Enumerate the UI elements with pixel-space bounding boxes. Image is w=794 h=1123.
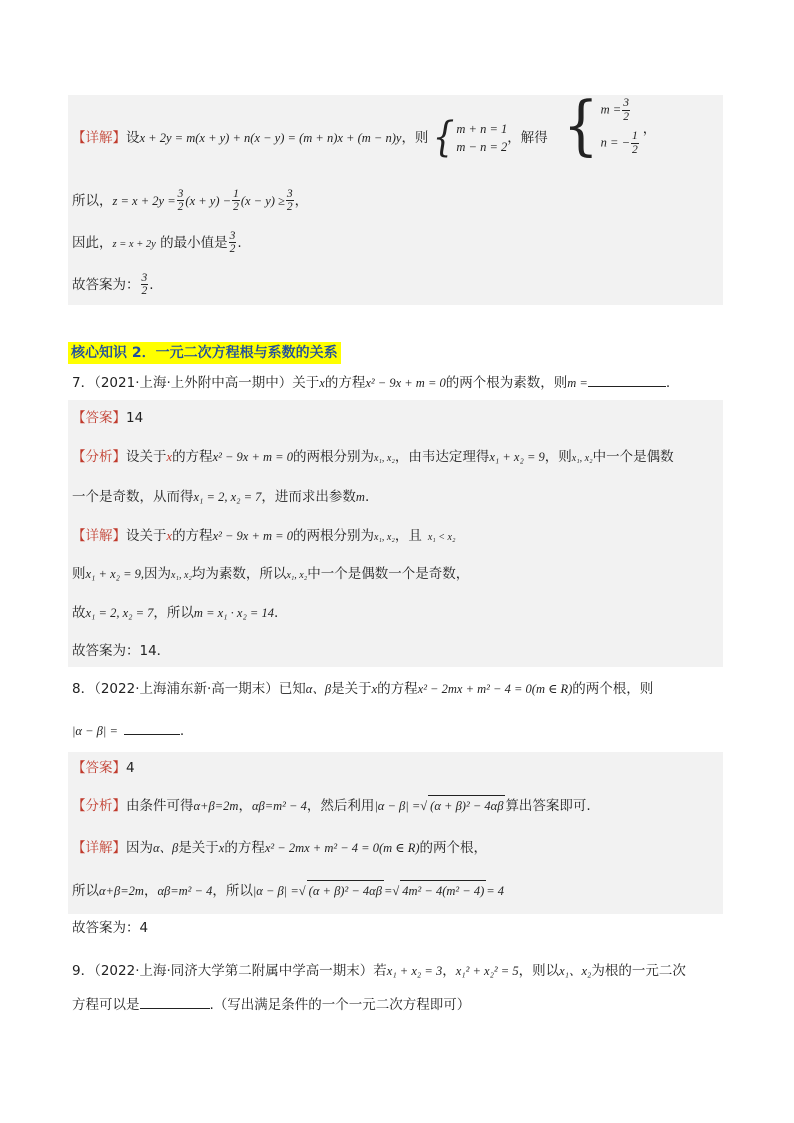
detail-tag: 【详解】: [72, 130, 126, 146]
solution-system: { m = $\frac{3}{2}$ n = − $\frac{1}{2}$ ，: [563, 89, 657, 164]
q8-question-line1: 8．（2022·上海浦东新·高一期末）已知α、β是关于x的方程x² − 2mx + m² − 4 = 0(m ∈ R)的两个根，则: [72, 681, 654, 697]
q6-answer-line: 故答案为： $\frac{3}{2}$ .: [72, 271, 154, 297]
q8-question-line2: |α − β| = .: [72, 723, 185, 739]
section-title: 核心知识 2．一元二次方程根与系数的关系: [68, 342, 341, 364]
q7-detail-line3: 故x₁ = 2, x₂ = 7，所以m = x₁ · x₂ = 14.: [72, 605, 279, 621]
q7-analysis-line2: 一个是奇数，从而得x₁ = 2, x₂ = 7，进而求出参数m.: [72, 489, 370, 505]
q8-analysis: 【分析】由条件可得α+β=2m，αβ=m² − 4，然后利用|α − β| =√ (α + β)² − 4αβ 算出答案即可.: [72, 795, 591, 816]
q6-detail-line3: 因此，z = x + 2y 的最小值是 $\frac{3}{2}$ .: [72, 229, 242, 255]
math-expression: x + 2y = m(x + y) + n(x − y) = (m + n)x + (m − n)y: [139, 131, 402, 145]
q7-question: 7．（2021·上海·上外附中高一期中）关于x的方程x² − 9x + m = 0的两个根为素数，则m = .: [72, 375, 671, 391]
q8-answer: 【答案】4: [72, 760, 135, 776]
q7-detail-line2: 则x₁ + x₂ = 9,因为x₁, x₂均为素数，所以x₁, x₂中一个是偶数一个是奇数，: [72, 566, 470, 582]
q9-question-line2: 方程可以是 .（写出满足条件的一个一元二次方程即可）: [72, 997, 471, 1013]
q8-detail-line2: 所以α+β=2m，αβ=m² − 4，所以|α − β| =√ (α + β)² − 4αβ =√ 4m² − 4(m² − 4) = 4: [72, 880, 504, 901]
q8-final-answer: 故答案为：4: [72, 920, 149, 936]
q7-detail-line1: 【详解】设关于x的方程x² − 9x + m = 0的两根分别为x₁, x₂，且 x₁ < x₂: [72, 528, 456, 544]
q6-detail-line2: 所以，z = x + 2y = $\frac{3}{2}$ (x + y) − $\frac{1}{2}$ (x − y) ≥ $\frac{3}{2}$ ，: [72, 187, 309, 213]
answer-blank[interactable]: [588, 376, 666, 387]
q7-answer: 【答案】14: [72, 410, 144, 426]
q7-analysis-line1: 【分析】设关于x的方程x² − 9x + m = 0的两根分别为x₁, x₂，由韦达定理得x₁ + x₂ = 9，则x₁, x₂中一个是偶数: [72, 449, 674, 465]
q7-final-answer: 故答案为：14．: [72, 643, 171, 659]
q9-question-line1: 9．（2022·上海·同济大学第二附属中学高一期末）若x₁ + x₂ = 3，x₁² + x₂² = 5，则以x₁、x₂为根的一元二次: [72, 963, 686, 979]
equation-system: { m + n = 1 m − n = 2: [432, 114, 508, 162]
q6-detail-line1: 【详解】设x + 2y = m(x + y) + n(x − y) = (m + n)x + (m − n)y，则 { m + n = 1 m − n = 2 ，解得: [72, 114, 548, 162]
answer-blank[interactable]: [124, 724, 180, 735]
q8-detail-line1: 【详解】因为α、β是关于x的方程x² − 2mx + m² − 4 = 0(m ∈ R)的两个根，: [72, 840, 487, 856]
answer-blank[interactable]: [140, 998, 210, 1009]
